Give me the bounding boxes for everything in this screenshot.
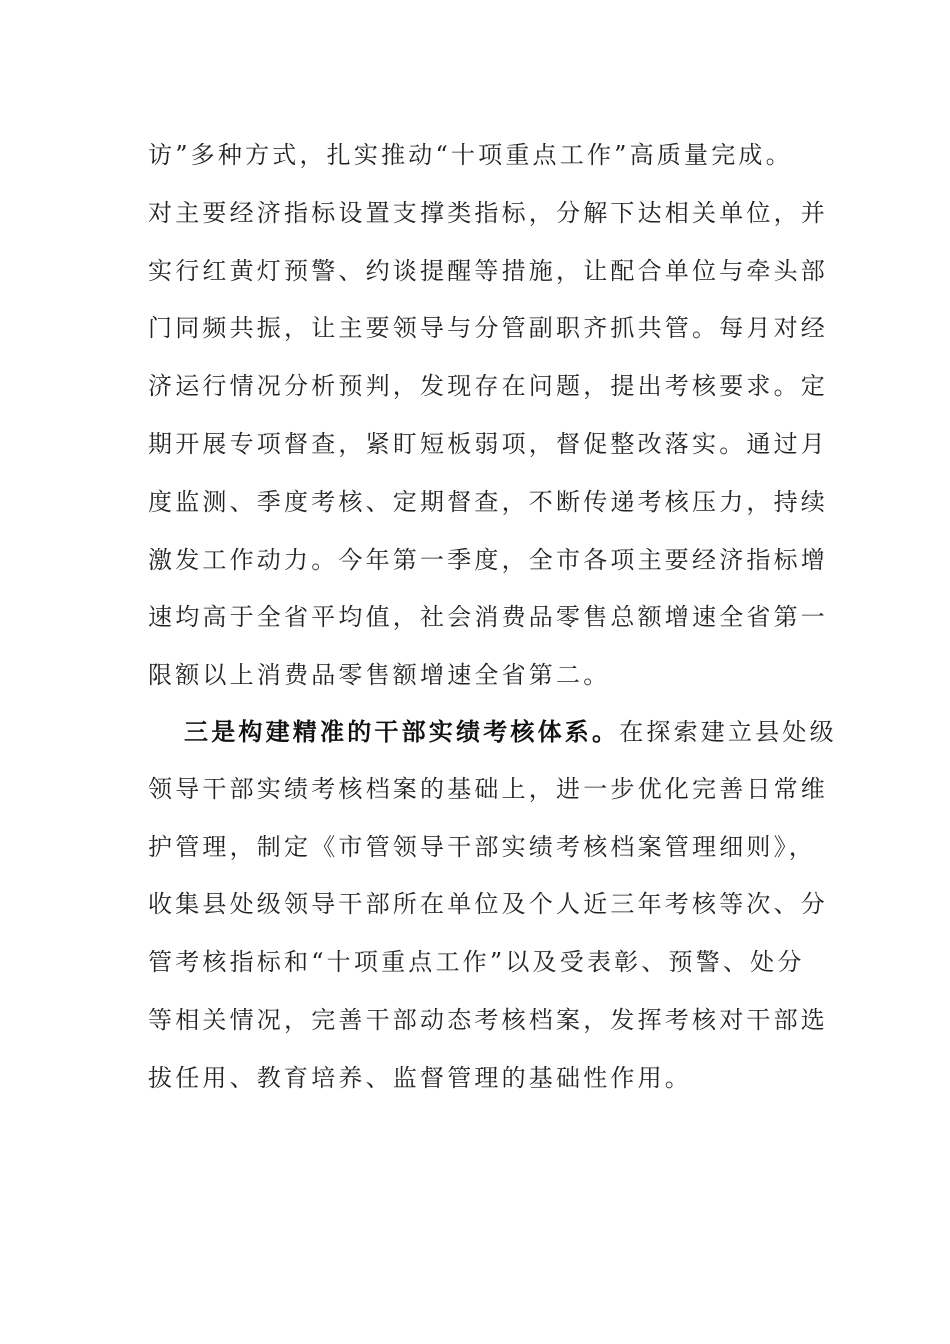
paragraph-line-text: 在探索建立县处级 [619,718,837,746]
paragraph-line: 收集县处级领导干部所在单位及个人近三年考核等次、分 [148,890,828,919]
paragraph-line: 门同频共振，让主要领导与分管副职齐抓共管。每月对经 [148,314,828,343]
paragraph-line: 等相关情况，完善干部动态考核档案，发挥考核对干部选 [148,1005,828,1034]
paragraph-line: 速均高于全省平均值，社会消费品零售总额增速全省第一 [148,603,828,632]
paragraph-cadre-assessment [148,703,837,1108]
paragraph-first-line [148,703,837,761]
paragraph-line: 济运行情况分析预判，发现存在问题，提出考核要求。定 [148,372,828,401]
paragraph-line: 激发工作动力。今年第一季度，全市各项主要经济指标增 [148,545,828,574]
paragraph-line: 拔任用、教育培养、监督管理的基础性作用。 [148,1063,692,1092]
paragraph-economic-indicators [148,127,828,705]
section-lead-heading: 三是构建精准的干部实绩考核体系。 [184,717,620,746]
paragraph-line: 实行红黄灯预警、约谈提醒等措施，让配合单位与牵头部 [148,256,828,285]
paragraph-line: 管考核指标和“十项重点工作”以及受表彰、预警、处分 [148,948,805,977]
paragraph-line: 对主要经济指标设置支撑类指标，分解下达相关单位，并 [148,198,828,227]
paragraph-line: 领导干部实绩考核档案的基础上，进一步优化完善日常维 [148,774,828,803]
paragraph-line: 访”多种方式，扎实推动“十项重点工作”高质量完成。 [148,141,793,169]
paragraph-line: 度监测、季度考核、定期督查，不断传递考核压力，持续 [148,487,828,516]
paragraph-line: 期开展专项督查，紧盯短板弱项，督促整改落实。通过月 [148,429,828,458]
paragraph-line: 护管理，制定《市管领导干部实绩考核档案管理细则》， [148,832,816,861]
paragraph-line: 限额以上消费品零售额增速全省第二。 [148,661,611,690]
